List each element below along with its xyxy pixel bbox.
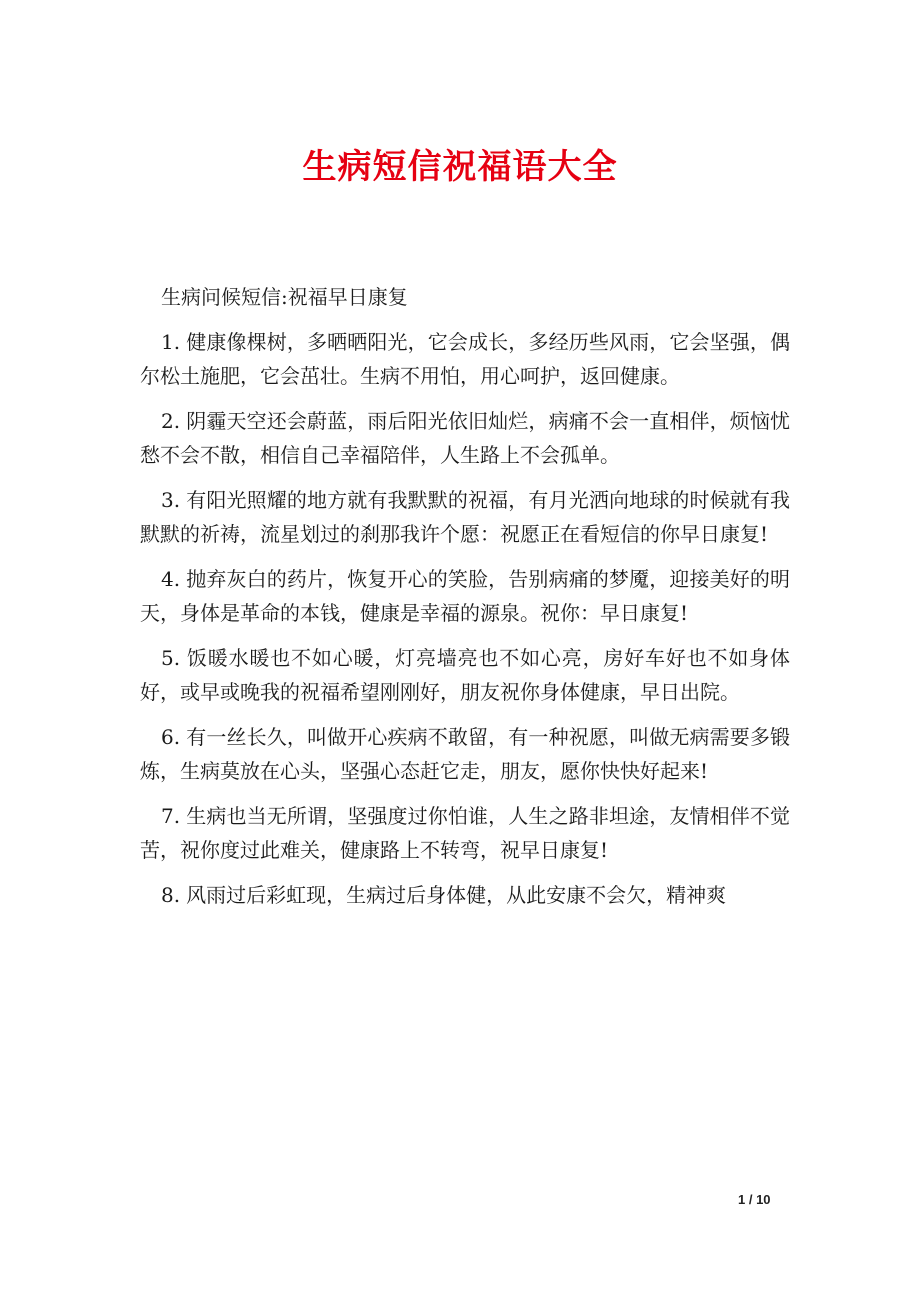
item-number: 2. [161, 409, 181, 433]
item-text: 有阳光照耀的地方就有我默默的祝福，有月光洒向地球的时候就有我默默的祈祷，流星划过的刹那我许个愿：祝愿正在看短信的你早日康复! [140, 488, 790, 546]
page-indicator: 1 / 10 [738, 1192, 771, 1207]
item-number: 1. [161, 330, 181, 354]
item-text: 阴霾天空还会蔚蓝，雨后阳光依旧灿烂，病痛不会一直相伴，烦恼忧愁不会不散，相信自己幸福陪伴，人生路上不会孤单。 [140, 409, 790, 467]
list-item [140, 325, 790, 393]
document-body [140, 280, 790, 923]
item-text: 风雨过后彩虹现，生病过后身体健，从此安康不会欠，精神爽 [186, 883, 727, 907]
item-number: 8. [161, 883, 181, 907]
item-number: 7. [161, 804, 181, 828]
list-item [140, 641, 790, 709]
list-item [140, 483, 790, 551]
item-number: 4. [161, 567, 181, 591]
list-item [140, 799, 790, 867]
item-number: 5. [161, 646, 181, 670]
item-text: 饭暖水暖也不如心暖，灯亮墙亮也不如心亮，房好车好也不如身体好，或早或晚我的祝福希望刚刚好，朋友祝你身体健康，早日出院。 [140, 646, 790, 704]
list-item [140, 720, 790, 788]
item-number: 6. [161, 725, 181, 749]
list-item [140, 404, 790, 472]
intro-line: 生病问候短信:祝福早日康复 [161, 285, 408, 309]
item-text: 生病也当无所谓，坚强度过你怕谁，人生之路非坦途，友情相伴不觉苦，祝你度过此难关，健康路上不转弯，祝早日康复! [140, 804, 790, 862]
list-item [140, 562, 790, 630]
page-title: 生病短信祝福语大全 [302, 147, 618, 187]
item-text: 有一丝长久，叫做开心疾病不敢留，有一种祝愿，叫做无病需要多锻炼，生病莫放在心头，坚强心态赶它走，朋友，愿你快快好起来! [140, 725, 790, 783]
item-text: 健康像棵树，多晒晒阳光，它会成长，多经历些风雨，它会坚强，偶尔松土施肥，它会茁壮。生病不用怕，用心呵护，返回健康。 [140, 330, 790, 388]
item-text: 抛弃灰白的药片，恢复开心的笑脸，告别病痛的梦魇，迎接美好的明天，身体是革命的本钱，健康是幸福的源泉。祝你：早日康复! [140, 567, 790, 625]
list-item [140, 878, 790, 912]
item-number: 3. [161, 488, 181, 512]
